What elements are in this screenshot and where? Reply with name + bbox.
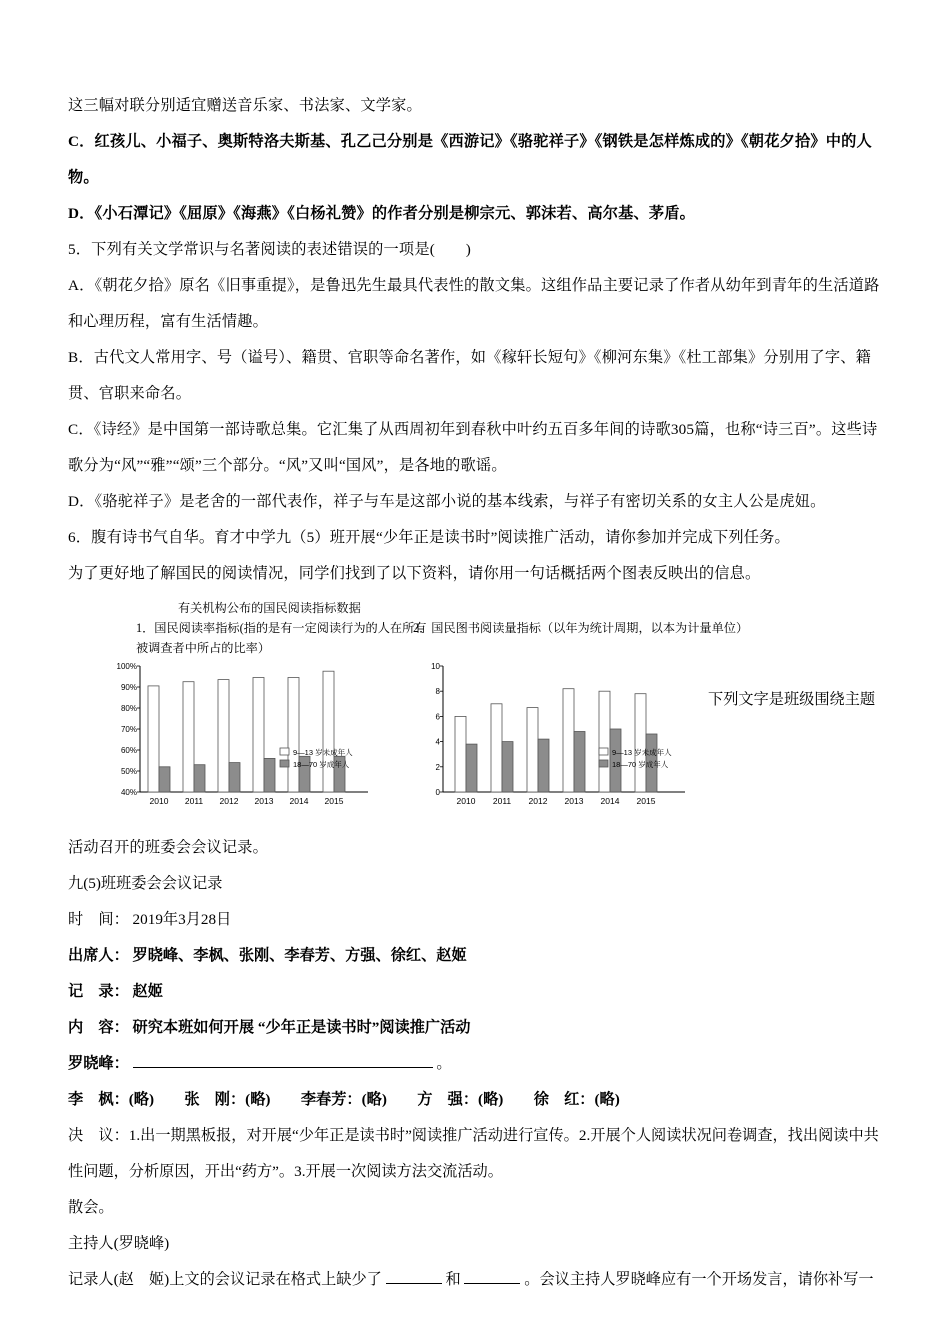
svg-text:2012: 2012 (219, 796, 239, 806)
last-line-pre: 记录人(赵 姬)上文的会议记录在格式上缺少了 (68, 1271, 382, 1288)
answer-blank[interactable] (386, 1283, 442, 1284)
svg-text:2015: 2015 (324, 796, 344, 806)
question-5-option-a: A．《朝花夕拾》原名《旧事重提》，是鲁迅先生最具代表性的散文集。这组作品主要记录了作者从幼年到青年的生活道路和心理历程，富有生活情趣。 (68, 277, 880, 330)
svg-text:2015: 2015 (636, 796, 656, 806)
record-host: 主持人(罗晓峰) (68, 1235, 170, 1252)
question-6-sub1: 为了更好地了解国民的阅读情况，同学们找到了以下资料，请你用一句话概括两个图表反映出的信息。 (68, 565, 761, 582)
question-5-option-d: D．《骆驼祥子》是老舍的一部代表作，祥子与车是这部小说的基本线索，与祥子有密切关系的女主人公是虎妞。 (68, 493, 826, 510)
after-charts-text: 活动召开的班委会会议记录。 (68, 839, 269, 856)
record-others-row: 李 枫：(略) 张 刚：(略) 李春芳：(略) 方 强：(略) 徐 红：(略) (68, 1091, 620, 1108)
svg-text:4: 4 (435, 737, 440, 747)
svg-text:8: 8 (435, 687, 440, 697)
record-adjourn: 散会。 (68, 1199, 114, 1216)
answer-blank[interactable] (133, 1067, 433, 1068)
svg-text:60%: 60% (120, 746, 137, 755)
text-line: 这三幅对联分别适宜赠送音乐家、书法家、文学家。 (68, 97, 422, 114)
record-value: 研究本班如何开展 “少年正是读书时”阅读推广活动 (132, 1019, 471, 1036)
chart-1-caption: 1．国民阅读率指标(指的是有一定阅读行为的人在所有被调查者中所占的比率） (136, 621, 427, 655)
record-row (68, 938, 888, 974)
svg-text:9—13 岁未成年人: 9—13 岁未成年人 (293, 748, 353, 757)
svg-text:10: 10 (431, 662, 440, 671)
svg-text:80%: 80% (120, 704, 137, 713)
svg-text:50%: 50% (120, 767, 137, 776)
svg-text:70%: 70% (120, 725, 137, 734)
record-speaker-tail: 。 (436, 1055, 452, 1072)
question-5-option-c: C．《诗经》是中国第一部诗歌总集。它汇集了从西周初年到春秋中叶约五百多年间的诗歌305篇，也称“诗三百”。这些诗歌分为“风”“雅”“颂”三个部分。“风”又叫“国风”，是各地的歌谣。 (68, 421, 878, 474)
last-line-mid: 和 (445, 1271, 461, 1288)
record-row (68, 1010, 888, 1046)
text-line: C．红孩儿、小福子、奥斯特洛夫斯基、孔乙己分别是《西游记》《骆驼祥子》《钢铁是怎样炼成的》《朝花夕拾》中的人物。 (68, 133, 872, 186)
record-resolution: 决 议：1.出一期黑板报，对开展“少年正是读书时”阅读推广活动进行宣传。2.开展个人阅读状况问卷调查，找出阅读中共性问题，分析原因，开出“药方”。3.开展一次阅读方法交流活动。 (68, 1127, 879, 1180)
record-row (68, 902, 888, 938)
svg-text:2011: 2011 (184, 796, 204, 806)
svg-text:100%: 100% (116, 662, 137, 671)
record-row (68, 974, 888, 1010)
svg-text:6: 6 (435, 712, 440, 722)
svg-text:2010: 2010 (149, 796, 169, 806)
svg-text:2013: 2013 (254, 796, 274, 806)
svg-text:2013: 2013 (564, 796, 584, 806)
question-5-option-b: B．古代文人常用字、号（谥号）、籍贯、官职等命名著作，如《稼轩长短句》《柳河东集》《杜工部集》分别用了字、籍贯、官职来命名。 (68, 349, 872, 402)
svg-text:9—13 岁未成年人: 9—13 岁未成年人 (612, 748, 672, 757)
meeting-record (68, 866, 888, 1298)
last-line-post: 。会议主持人罗晓峰应有一个开场发言，请你补写一 (524, 1271, 874, 1288)
svg-text:2: 2 (435, 762, 440, 772)
svg-text:2012: 2012 (528, 796, 548, 806)
text-line: D．《小石潭记》《屈原》《海燕》《白杨礼赞》的作者分别是柳宗元、郭沫若、高尔基、茅盾。 (68, 205, 696, 222)
svg-text:90%: 90% (120, 683, 137, 692)
svg-text:2014: 2014 (289, 796, 309, 806)
record-label: 时 间： (68, 911, 129, 928)
chart-2-caption: 2．国民图书阅读量指标（以年为统计周期，以本为计量单位） (413, 621, 749, 635)
record-label: 出席人： (68, 947, 129, 964)
record-value: 2019年3月28日 (132, 911, 232, 928)
record-label: 记 录： (68, 983, 129, 1000)
charts-region (68, 598, 888, 830)
document-body (68, 88, 888, 1298)
svg-text:0: 0 (435, 788, 440, 797)
record-speaker-label: 罗晓峰： (68, 1055, 129, 1072)
charts-main-title: 有关机构公布的国民阅读指标数据 (178, 601, 361, 615)
record-value: 赵姬 (132, 983, 163, 1000)
chart-reading-volume (413, 660, 713, 812)
record-value: 罗晓峰、李枫、张刚、李春芳、方强、徐红、赵姬 (132, 947, 467, 964)
svg-text:2014: 2014 (600, 796, 620, 806)
record-last-line (68, 1262, 888, 1298)
svg-text:2010: 2010 (456, 796, 476, 806)
answer-blank[interactable] (464, 1283, 520, 1284)
svg-text:40%: 40% (120, 788, 137, 797)
svg-text:2011: 2011 (492, 796, 512, 806)
record-title: 九(5)班班委会会议记录 (68, 875, 223, 892)
side-note-text: 下列文字是班级围绕主题 (708, 691, 876, 708)
record-label: 内 容： (68, 1019, 129, 1036)
question-6-stem: 6．腹有诗书气自华。育才中学九（5）班开展“少年正是读书时”阅读推广活动，请你参加并完成下列任务。 (68, 529, 790, 546)
svg-text:18—70 岁成年人: 18—70 岁成年人 (612, 760, 669, 769)
chart-reading-rate (96, 660, 396, 812)
record-speaker-row (68, 1046, 888, 1082)
svg-text:18—70 岁成年人: 18—70 岁成年人 (293, 760, 350, 769)
question-5-stem: 5．下列有关文学常识与名著阅读的表述错误的一项是( ) (68, 241, 471, 258)
